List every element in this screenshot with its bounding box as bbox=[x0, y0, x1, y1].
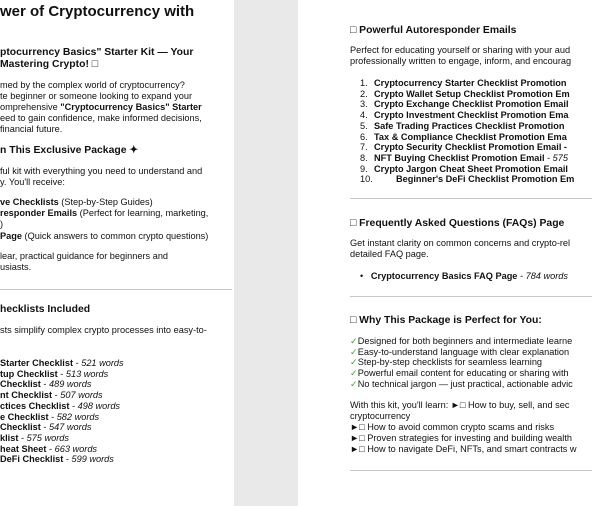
autoresponder-intro-2: professionally written to engage, inform, and encourag bbox=[350, 56, 572, 66]
faq-item-title: Cryptocurrency Basics FAQ Page bbox=[370, 271, 518, 281]
package-heading: n This Exclusive Package ✦ bbox=[0, 145, 139, 156]
checklist-name: e Checklist bbox=[0, 411, 49, 422]
why-item bbox=[350, 368, 569, 379]
package-intro-2: y. You'll receive: bbox=[0, 177, 65, 187]
why-item-text: No technical jargon — just practical, actionable advic bbox=[357, 378, 573, 389]
checklist-item bbox=[0, 412, 99, 423]
intro-text: omprehensive bbox=[0, 102, 61, 112]
subtitle-line-2: Mastering Crypto! □ bbox=[0, 59, 99, 70]
faq-item-words: - 784 words bbox=[517, 271, 568, 281]
checklist-item bbox=[0, 444, 97, 455]
package-item-rest: (Step-by-Step Guides) bbox=[58, 197, 153, 207]
item-number: 3. bbox=[360, 99, 368, 110]
autoresponder-item bbox=[360, 142, 567, 153]
faq-heading: □ Frequently Asked Questions (FAQs) Page bbox=[350, 218, 565, 229]
autoresponder-item-title: Crypto Exchange Checklist Promotion Email bbox=[374, 99, 569, 110]
checklist-item bbox=[0, 358, 124, 369]
why-item bbox=[350, 336, 572, 347]
checklist-item bbox=[0, 454, 114, 465]
checklist-item bbox=[0, 390, 103, 401]
learn-item: ►□ Proven strategies for investing and building wealth bbox=[350, 433, 572, 443]
why-item bbox=[350, 347, 569, 358]
checklist-word-count: 513 words bbox=[65, 368, 109, 379]
why-item-text: Powerful email content for educating or sharing with bbox=[357, 368, 569, 379]
checklist-item bbox=[0, 401, 120, 412]
item-number: 9. bbox=[360, 163, 368, 174]
checklist-word-count: 489 words bbox=[49, 379, 92, 390]
faq-intro-1: Get instant clarity on common concerns and crypto-rel bbox=[350, 238, 571, 248]
intro-line-2: te beginner or someone looking to expand your bbox=[0, 91, 193, 101]
checklist-name: heat Sheet bbox=[0, 443, 47, 454]
autoresponder-intro-1: Perfect for educating yourself or sharing with your aud bbox=[350, 45, 571, 55]
autoresponder-item-title: Tax & Compliance Checklist Promotion Ema bbox=[374, 131, 567, 142]
package-item-rest: ) bbox=[0, 219, 4, 229]
document-page-left bbox=[0, 0, 234, 506]
learn-item: ►□ How to navigate DeFi, NFTs, and smart contracts w bbox=[350, 444, 577, 454]
separator: - bbox=[40, 379, 50, 390]
checklist-name: nt Checklist bbox=[0, 390, 53, 401]
autoresponder-item bbox=[360, 99, 569, 110]
learn-item: ►□ How to avoid common crypto scams and risks bbox=[350, 422, 555, 432]
section-divider bbox=[350, 198, 592, 199]
why-item bbox=[350, 379, 573, 390]
faq-intro-2: detailed FAQ page. bbox=[350, 249, 429, 259]
autoresponder-item-title: Crypto Security Checklist Promotion Email - bbox=[374, 142, 567, 153]
checkmark-icon: ✓ bbox=[350, 357, 358, 368]
why-item-text: Designed for both beginners and intermediate learne bbox=[357, 336, 573, 346]
checkmark-icon: ✓ bbox=[350, 368, 358, 379]
autoresponder-item bbox=[360, 174, 574, 185]
package-item-bold: ve Checklists bbox=[0, 197, 59, 207]
checkmark-icon: ✓ bbox=[350, 346, 358, 357]
checklist-word-count: 521 words bbox=[81, 358, 124, 368]
checklist-name: DeFi Checklist bbox=[0, 454, 64, 465]
autoresponder-item bbox=[360, 89, 570, 100]
subtitle-line-1: ptocurrency Basics" Starter Kit — Your bbox=[0, 47, 194, 58]
package-outro-1: lear, practical guidance for beginners and bbox=[0, 251, 169, 261]
checklist-item bbox=[0, 422, 91, 433]
checklist-item bbox=[0, 433, 69, 444]
package-item bbox=[0, 219, 3, 230]
intro-line-3 bbox=[0, 102, 202, 113]
autoresponder-heading: □ Powerful Autoresponder Emails bbox=[350, 25, 517, 36]
checklist-item bbox=[0, 369, 108, 380]
why-heading: □ Why This Package is Perfect for You: bbox=[350, 315, 542, 326]
package-item bbox=[0, 231, 208, 242]
item-number: 4. bbox=[360, 110, 368, 121]
item-number: 2. bbox=[360, 88, 368, 99]
autoresponder-item-title: Safe Trading Practices Checklist Promotion bbox=[374, 120, 565, 131]
autoresponder-item-title: Crypto Investment Checklist Promotion Ema bbox=[374, 110, 569, 121]
checklist-word-count: 575 words bbox=[26, 432, 69, 443]
package-outro-2: usiasts. bbox=[0, 262, 32, 272]
package-item-bold: Page bbox=[0, 231, 22, 241]
checklist-word-count: 507 words bbox=[60, 390, 103, 401]
checklist-name: Checklist bbox=[0, 379, 41, 390]
autoresponder-item-title: Crypto Wallet Setup Checklist Promotion Em bbox=[374, 88, 570, 99]
item-number: 1. bbox=[360, 78, 368, 88]
autoresponder-item bbox=[360, 164, 568, 175]
separator: - bbox=[57, 368, 66, 379]
separator: - bbox=[46, 443, 55, 454]
autoresponder-item bbox=[360, 153, 568, 164]
autoresponder-item bbox=[360, 132, 567, 143]
intro-line-5: financial future. bbox=[0, 124, 63, 134]
separator: - bbox=[48, 411, 57, 422]
autoresponder-item bbox=[360, 78, 566, 89]
checklist-name: ctices Checklist bbox=[0, 400, 70, 411]
checklist-word-count: 582 words bbox=[56, 411, 100, 422]
checklist-name: Starter Checklist bbox=[0, 358, 74, 368]
checklist-name: Checklist bbox=[0, 422, 41, 433]
section-divider bbox=[0, 289, 232, 290]
package-item bbox=[0, 208, 208, 219]
package-intro-1: ful kit with everything you need to understand and bbox=[0, 166, 203, 176]
separator: - bbox=[63, 454, 72, 465]
separator: - bbox=[69, 400, 78, 411]
package-item-rest: (Quick answers to common crypto questions) bbox=[21, 231, 209, 241]
checklist-item bbox=[0, 379, 91, 390]
checkmark-icon: ✓ bbox=[350, 336, 358, 346]
checkmark-icon: ✓ bbox=[350, 378, 358, 389]
page-title: wer of Cryptocurrency with bbox=[0, 3, 195, 20]
autoresponder-item-title: Beginner's DeFi Checklist Promotion Em bbox=[396, 174, 575, 185]
autoresponder-item bbox=[360, 110, 569, 121]
checklist-name: klist bbox=[0, 432, 19, 443]
learn-line-2: cryptocurrency bbox=[350, 411, 411, 421]
why-item-text: Step-by-step checklists for seamless learning bbox=[357, 357, 543, 368]
item-number: 8. bbox=[360, 152, 368, 163]
why-item-text: Easy-to-understand language with clear explanation bbox=[357, 346, 570, 357]
item-number: 5. bbox=[360, 120, 368, 131]
section-divider bbox=[350, 470, 592, 471]
intro-line-1: med by the complex world of cryptocurrency? bbox=[0, 80, 185, 90]
faq-list-item: • Cryptocurrency Basics FAQ Page - 784 words bbox=[360, 271, 568, 281]
package-item-rest: (Perfect for learning, marketing, bbox=[77, 208, 209, 218]
checklists-heading: hecklists Included bbox=[0, 304, 91, 315]
item-number: 6. bbox=[360, 131, 368, 142]
item-number: 7. bbox=[360, 142, 368, 153]
autoresponder-item-words: - 575 bbox=[544, 152, 568, 163]
checklists-intro: sts simplify complex crypto processes into easy-to- bbox=[0, 325, 207, 335]
checklist-word-count: 547 words bbox=[49, 422, 92, 433]
separator: - bbox=[73, 358, 82, 368]
autoresponder-item-title: Crypto Jargon Cheat Sheet Promotion Email bbox=[374, 163, 568, 174]
separator: - bbox=[18, 432, 27, 443]
page-gap bbox=[234, 0, 298, 506]
section-divider bbox=[350, 296, 592, 297]
autoresponder-item-title: NFT Buying Checklist Promotion Email bbox=[374, 152, 545, 163]
checklist-name: tup Checklist bbox=[0, 368, 58, 379]
package-item-bold: responder Emails bbox=[0, 208, 78, 218]
item-number: 10. bbox=[360, 174, 373, 185]
separator: - bbox=[40, 422, 50, 433]
learn-line-1: With this kit, you'll learn: ►□ How to buy, sell, and sec bbox=[350, 400, 570, 410]
autoresponder-item-title: Cryptocurrency Starter Checklist Promotion bbox=[374, 78, 567, 88]
why-item bbox=[350, 357, 542, 368]
document-page-right bbox=[298, 0, 592, 506]
separator: - bbox=[52, 390, 61, 401]
checklist-word-count: 663 words bbox=[54, 443, 98, 454]
package-item bbox=[0, 197, 153, 208]
intro-bold: "Cryptocurrency Basics" Starter bbox=[60, 102, 202, 112]
checklist-word-count: 498 words bbox=[77, 400, 121, 411]
checklist-word-count: 599 words bbox=[71, 454, 114, 465]
autoresponder-item bbox=[360, 121, 564, 132]
intro-line-4: eed to gain confidence, make informed decisions, bbox=[0, 113, 202, 123]
